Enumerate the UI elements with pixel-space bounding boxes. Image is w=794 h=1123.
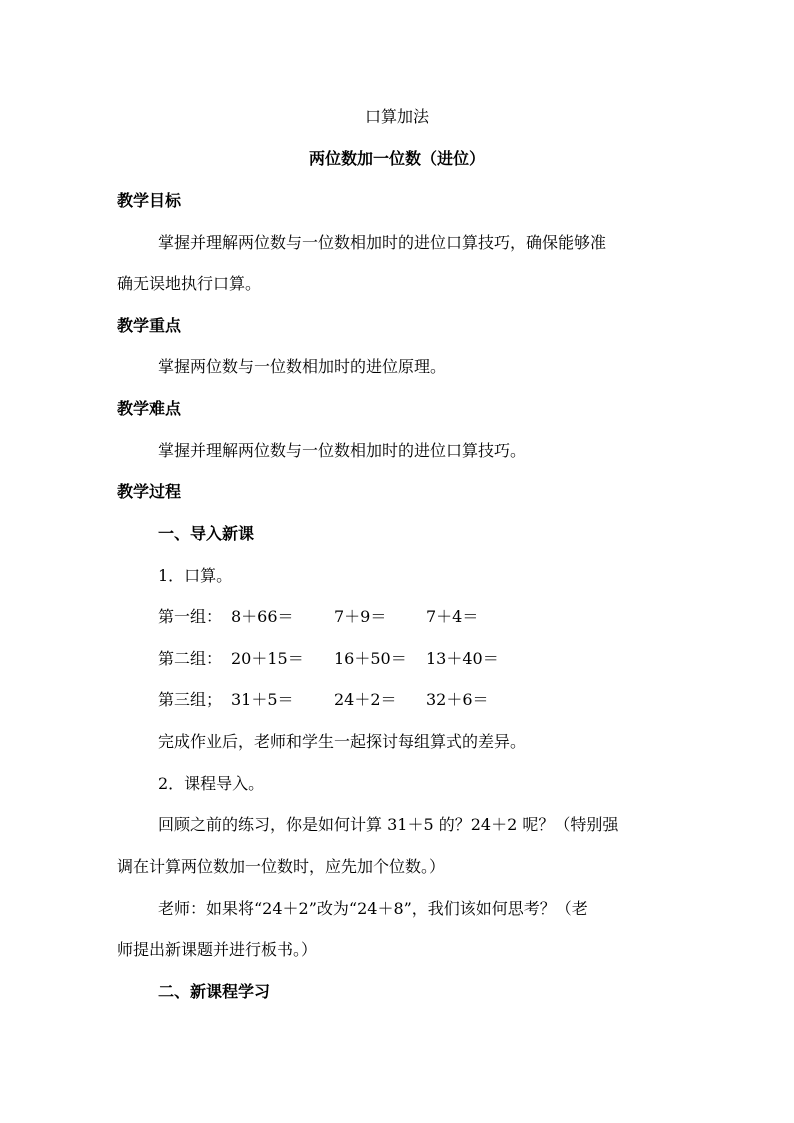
calc-expression: 13＋40＝: [426, 649, 499, 668]
part2-heading: 二、新课程学习: [158, 982, 271, 1001]
teacher-para-line2: 师提出新课题并进行板书。）: [117, 940, 318, 959]
after-groups-text: 完成作业后，老师和学生一起探讨每组算式的差异。: [158, 732, 527, 751]
review-para-line1: 回顾之前的练习，你是如何计算 31＋5 的？24＋2 呢？（特别强: [158, 815, 619, 834]
part1-item1: 1．口算。: [158, 566, 233, 585]
calc-expression: 8＋66＝: [231, 607, 294, 626]
goal-text-line1: 掌握并理解两位数与一位数相加时的进位口算技巧，确保能够准: [158, 233, 607, 252]
section-heading-goal: 教学目标: [117, 191, 182, 210]
section-heading-key: 教学重点: [117, 316, 182, 335]
calc-group-label: 第一组：: [158, 607, 223, 626]
difficulty-text: 掌握并理解两位数与一位数相加时的进位口算技巧。: [158, 441, 527, 460]
calc-group-label: 第二组：: [158, 649, 223, 668]
calc-expression: 7＋4＝: [426, 607, 479, 626]
part1-item2: 2．课程导入。: [158, 774, 265, 793]
goal-text-line2: 确无误地执行口算。: [117, 274, 262, 293]
calc-expression: 31＋5＝: [231, 690, 294, 709]
calc-expression: 24＋2＝: [334, 690, 397, 709]
calc-expression: 20＋15＝: [231, 649, 304, 668]
section-heading-process: 教学过程: [117, 482, 182, 501]
calc-expression: 7＋9＝: [334, 607, 387, 626]
teacher-para-line1: 老师：如果将“24＋2”改为“24＋8”，我们该如何思考？（老: [158, 899, 588, 918]
calc-expression: 16＋50＝: [334, 649, 407, 668]
doc-title: 口算加法: [364, 107, 429, 126]
section-heading-difficulty: 教学难点: [117, 399, 182, 418]
key-text: 掌握两位数与一位数相加时的进位原理。: [158, 357, 447, 376]
part1-heading: 一、导入新课: [158, 524, 255, 543]
calc-expression: 32＋6＝: [426, 690, 489, 709]
doc-subtitle: 两位数加一位数（进位）: [308, 149, 485, 168]
review-para-line2: 调在计算两位数加一位数时，应先加个位数。）: [117, 857, 446, 876]
calc-group-label: 第三组；: [158, 690, 223, 709]
